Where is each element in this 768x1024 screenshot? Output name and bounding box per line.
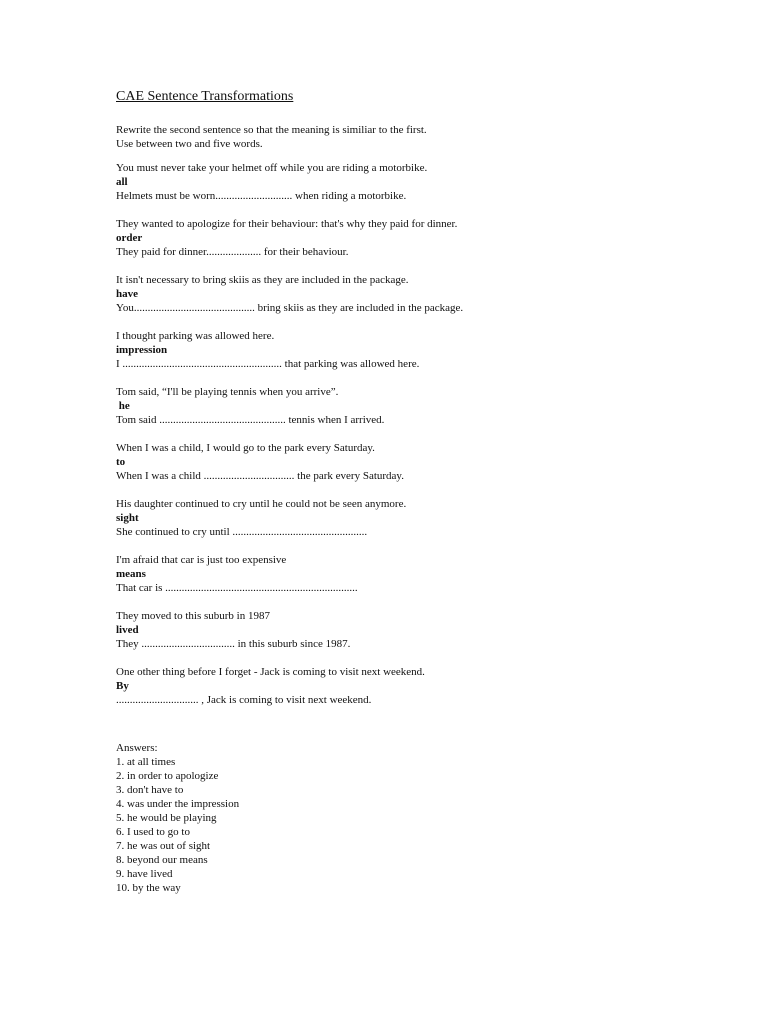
exercise-keyword: impression xyxy=(116,344,168,356)
exercise-keyword: he xyxy=(116,400,130,412)
answer-item: 10. by the way xyxy=(116,882,181,894)
answer-item: 4. was under the impression xyxy=(116,798,240,810)
exercise-prompt: When I was a child ................................. the park every Saturday. xyxy=(116,470,404,482)
exercise-item xyxy=(116,385,716,427)
page-title: CAE Sentence Transformations xyxy=(116,89,294,104)
exercise-sentence: One other thing before I forget - Jack is coming to visit next weekend. xyxy=(116,666,425,678)
exercise-prompt: They paid for dinner.................... for their behaviour. xyxy=(116,246,349,258)
answer-item: 2. in order to apologize xyxy=(116,770,219,782)
exercise-prompt: That car is ...................................................................... xyxy=(116,582,358,594)
exercise-sentence: I thought parking was allowed here. xyxy=(116,330,275,342)
exercise-sentence: They moved to this suburb in 1987 xyxy=(116,610,270,622)
exercise-sentence: It isn't necessary to bring skiis as they are included in the package. xyxy=(116,274,409,286)
answers-heading: Answers: xyxy=(116,742,158,754)
answer-item: 6. I used to go to xyxy=(116,826,190,838)
exercise-item xyxy=(116,665,716,707)
exercise-sentence: His daughter continued to cry until he could not be seen anymore. xyxy=(116,498,407,510)
exercise-sentence: Tom said, “I'll be playing tennis when you arrive”. xyxy=(116,386,339,398)
exercise-list xyxy=(116,161,716,707)
exercise-item xyxy=(116,441,716,483)
answer-item: 5. he would be playing xyxy=(116,812,217,824)
exercise-prompt: .............................. , Jack is coming to visit next weekend. xyxy=(116,694,372,706)
exercise-item xyxy=(116,273,716,315)
exercise-keyword: to xyxy=(116,456,126,468)
answer-item: 8. beyond our means xyxy=(116,854,208,866)
answer-item: 9. have lived xyxy=(116,868,173,880)
instructions xyxy=(116,123,716,151)
exercise-item xyxy=(116,497,716,539)
exercise-prompt: I .......................................................... that parking was allowed here. xyxy=(116,358,420,370)
exercise-keyword: all xyxy=(116,176,128,188)
exercise-keyword: lived xyxy=(116,624,139,636)
exercise-item xyxy=(116,161,716,203)
document-content xyxy=(116,89,716,895)
instruction-line: Rewrite the second sentence so that the meaning is similiar to the first. xyxy=(116,124,427,136)
answer-list xyxy=(116,755,716,895)
exercise-keyword: order xyxy=(116,232,143,244)
exercise-item xyxy=(116,553,716,595)
exercise-keyword: means xyxy=(116,568,146,580)
exercise-sentence: They wanted to apologize for their behaviour: that's why they paid for dinner. xyxy=(116,218,458,230)
exercise-prompt: You............................................ bring skiis as they are included in the package. xyxy=(116,302,464,314)
answer-item: 7. he was out of sight xyxy=(116,840,211,852)
exercise-keyword: By xyxy=(116,680,129,692)
exercise-prompt: She continued to cry until ................................................. xyxy=(116,526,368,538)
exercise-prompt: Tom said .............................................. tennis when I arrived. xyxy=(116,414,385,426)
exercise-prompt: They .................................. in this suburb since 1987. xyxy=(116,638,351,650)
exercise-sentence: When I was a child, I would go to the park every Saturday. xyxy=(116,442,375,454)
exercise-sentence: You must never take your helmet off while you are riding a motorbike. xyxy=(116,162,428,174)
answers-section xyxy=(116,741,716,895)
answer-item: 1. at all times xyxy=(116,756,176,768)
exercise-prompt: Helmets must be worn............................ when riding a motorbike. xyxy=(116,190,407,202)
exercise-sentence: I'm afraid that car is just too expensive xyxy=(116,554,287,566)
exercise-item xyxy=(116,609,716,651)
exercise-item xyxy=(116,329,716,371)
exercise-item xyxy=(116,217,716,259)
exercise-keyword: sight xyxy=(116,512,139,524)
exercise-keyword: have xyxy=(116,288,138,300)
instruction-line: Use between two and five words. xyxy=(116,138,263,150)
answer-item: 3. don't have to xyxy=(116,784,184,796)
